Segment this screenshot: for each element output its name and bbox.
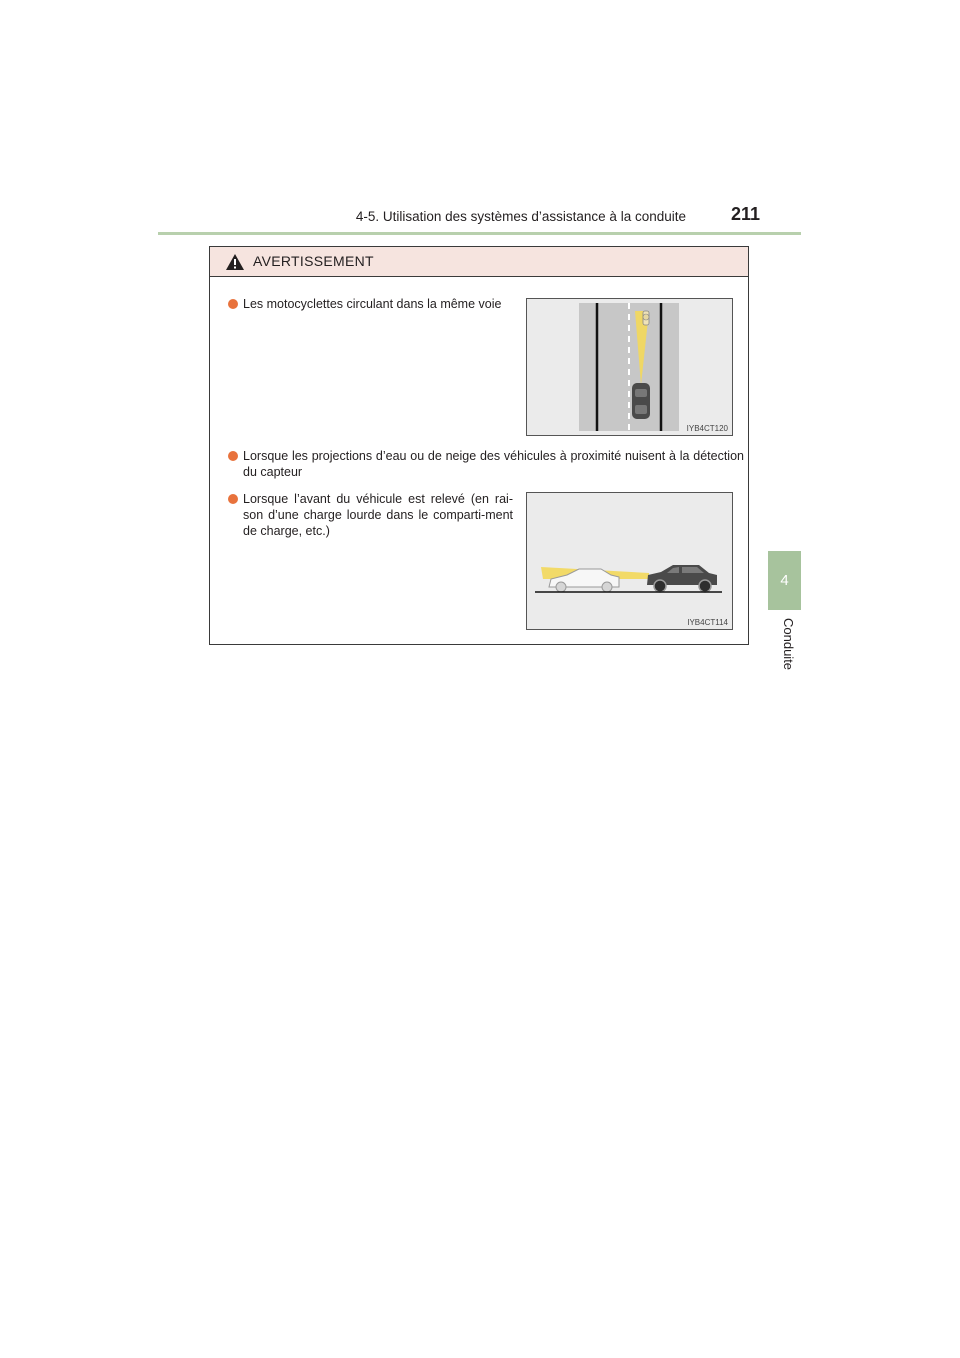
warning-box xyxy=(209,246,749,645)
chapter-number: 4 xyxy=(780,572,789,589)
side-view-image xyxy=(527,493,732,629)
warning-item xyxy=(228,448,744,480)
warning-header xyxy=(210,247,748,277)
chapter-label: Conduite xyxy=(781,618,796,671)
chapter-tab[interactable] xyxy=(768,551,801,610)
warning-triangle-icon xyxy=(225,253,245,271)
header-divider xyxy=(158,232,801,235)
warning-title: AVERTISSEMENT xyxy=(253,253,374,269)
section-title: 4-5. Utilisation des systèmes d’assistance à la conduite xyxy=(355,209,686,224)
warning-item-text: Lorsque les projections d’eau ou de neige des véhicules à proximité nuisent à la détection du capteur xyxy=(243,449,744,479)
car-top-view-icon xyxy=(632,383,650,419)
bullet-icon xyxy=(228,451,238,461)
illustration-vehicle-front-raised xyxy=(526,492,733,630)
bullet-icon xyxy=(228,299,238,309)
warning-item-text: Les motocyclettes circulant dans la même voie xyxy=(243,297,502,311)
warning-item xyxy=(228,491,513,539)
illustration-code: IYB4CT120 xyxy=(686,424,728,433)
road-top-view-image xyxy=(527,299,732,435)
bullet-icon xyxy=(228,494,238,504)
warning-item xyxy=(228,296,513,312)
warning-item-text: Lorsque l’avant du véhicule est relevé (en rai-son d’une charge lourde dans le comparti-ment de charge, etc.) xyxy=(243,492,513,538)
illustration-motorcycle-same-lane xyxy=(526,298,733,436)
illustration-code: IYB4CT114 xyxy=(687,618,728,627)
motorcycle-icon xyxy=(643,311,649,325)
page-number: 211 xyxy=(730,204,760,224)
